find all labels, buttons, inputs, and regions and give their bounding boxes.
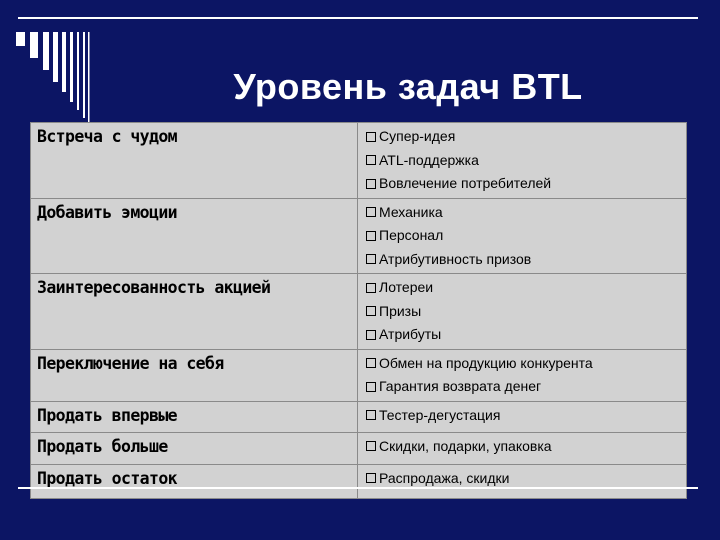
hollow-square-bullet-icon xyxy=(366,283,376,293)
item-text: Механика xyxy=(379,203,443,220)
items-cell xyxy=(358,198,687,274)
table-row xyxy=(31,123,687,199)
items-cell xyxy=(358,464,687,498)
item-text: Атрибутивность призов xyxy=(379,250,532,267)
items-cell xyxy=(358,401,687,432)
item-text: Лотереи xyxy=(379,279,434,295)
list-item xyxy=(366,172,686,196)
list-item xyxy=(366,248,686,272)
list-item xyxy=(366,323,686,347)
item-text: Атрибуты xyxy=(379,326,442,342)
table-row xyxy=(31,349,687,401)
task-cell: Встреча с чудом xyxy=(31,123,358,199)
hollow-square-bullet-icon xyxy=(366,231,376,241)
list-item xyxy=(366,404,686,428)
items-cell xyxy=(358,432,687,464)
hollow-square-bullet-icon xyxy=(366,207,376,217)
hollow-square-bullet-icon xyxy=(366,358,376,368)
list-item xyxy=(366,149,686,173)
item-text: Супер-идея xyxy=(379,128,456,144)
task-cell: Продать впервые xyxy=(31,401,358,432)
task-cell: Заинтересованность акцией xyxy=(31,274,358,350)
hollow-square-bullet-icon xyxy=(366,132,376,142)
items-cell xyxy=(358,349,687,401)
table-row xyxy=(31,464,687,498)
list-item xyxy=(366,224,686,248)
task-cell: Продать остаток xyxy=(31,464,358,498)
item-text: Гарантия возврата денег xyxy=(379,378,542,394)
list-item xyxy=(366,375,686,399)
hollow-square-bullet-icon xyxy=(366,254,376,264)
table-row xyxy=(31,401,687,432)
slide-title: Уровень задач BTL xyxy=(233,66,583,107)
hollow-square-bullet-icon xyxy=(366,179,376,189)
hollow-square-bullet-icon xyxy=(366,382,376,392)
item-text: Вовлечение потребителей xyxy=(379,175,552,191)
item-text: Скидки, подарки, упаковка xyxy=(379,437,552,454)
item-text: ATL-поддержка xyxy=(379,151,479,168)
hollow-square-bullet-icon xyxy=(366,330,376,340)
list-item xyxy=(366,352,686,376)
list-item xyxy=(366,300,686,324)
task-cell: Переключение на себя xyxy=(31,349,358,401)
hollow-square-bullet-icon xyxy=(366,410,376,420)
table-row xyxy=(31,198,687,274)
item-text: Персонал xyxy=(379,227,444,243)
item-text: Обмен на продукцию конкурента xyxy=(379,354,593,371)
top-rule xyxy=(18,17,698,19)
list-item xyxy=(366,201,686,225)
items-cell xyxy=(358,123,687,199)
item-text: Призы xyxy=(379,302,422,319)
item-text: Тестер-дегустация xyxy=(379,406,501,423)
hollow-square-bullet-icon xyxy=(366,441,376,451)
task-cell: Добавить эмоции xyxy=(31,198,358,274)
bottom-rule xyxy=(18,487,698,489)
hollow-square-bullet-icon xyxy=(366,473,376,483)
item-text: Распродажа, скидки xyxy=(379,469,510,486)
items-cell xyxy=(358,274,687,350)
list-item xyxy=(366,276,686,300)
task-cell: Продать больше xyxy=(31,432,358,464)
hollow-square-bullet-icon xyxy=(366,306,376,316)
list-item xyxy=(366,435,686,459)
table-row xyxy=(31,274,687,350)
list-item xyxy=(366,125,686,149)
tasks-table xyxy=(30,122,687,499)
hollow-square-bullet-icon xyxy=(366,155,376,165)
table-row xyxy=(31,432,687,464)
